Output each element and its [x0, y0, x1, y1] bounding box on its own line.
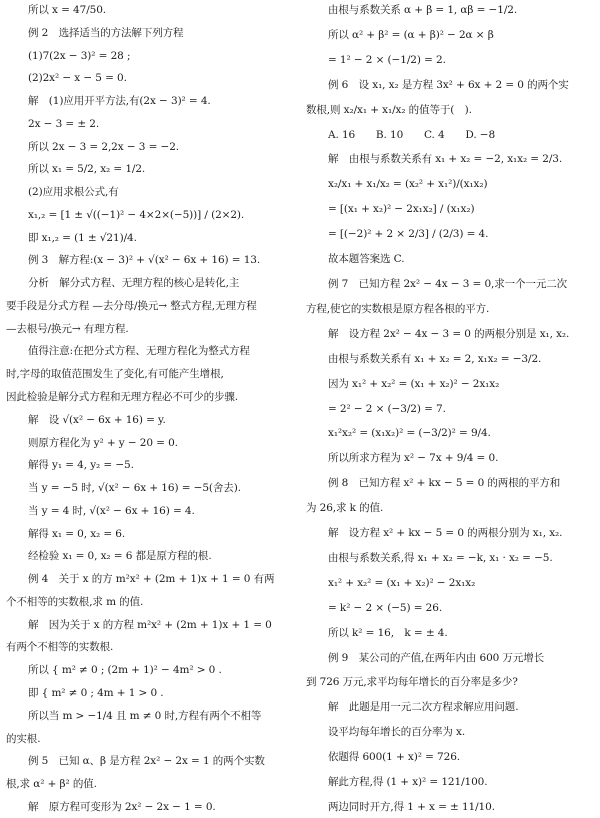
right-line-33: 两边同时开方,得 1 + x = ± 11/10. — [328, 801, 495, 813]
right-line-13: 方程,使它的实数根是原方程各根的平方. — [306, 302, 490, 315]
right-line-16: 因为 x₁² + x₂² = (x₁ + x₂)² − 2x₁x₂ — [328, 377, 500, 390]
right-line-24: x₁² + x₂² = (x₁ + x₂)² − 2x₁x₂ — [328, 576, 476, 589]
left-line-8: 所以 x₁ = 5/2, x₂ = 1/2. — [28, 163, 146, 176]
right-line-18: x₁²x₂² = (x₁x₂)² = (−3/2)² = 9/4. — [328, 427, 491, 440]
right-line-28: 到 726 万元,求平均每年增长的百分率是多少? — [306, 676, 518, 689]
right-line-30: 设平均每年增长的百分率为 x. — [328, 726, 466, 739]
right-line-23: 由根与系数关系,得 x₁ + x₂ = −k, x₁ · x₂ = −5. — [328, 551, 553, 564]
right-line-2: 所以 α² + β² = (α + β)² − 2α × β — [328, 28, 494, 41]
left-line-2: 例 2 选择适当的方法解下列方程 — [28, 26, 184, 39]
left-line-16: 值得注意:在把分式方程、无理方程化为整式方程 — [28, 345, 250, 358]
left-line-20: 则原方程化为 y² + y − 20 = 0. — [28, 436, 178, 449]
right-line-26: 所以 k² = 16, k = ± 4. — [328, 626, 448, 639]
left-line-14: 要手段是分式方程 —去分母/换元→ 整式方程,无理方程 — [6, 299, 257, 312]
left-line-31: 即 { m² ≠ 0 ; 4m + 1 > 0 . — [28, 686, 164, 699]
left-line-4: (2)2x² − x − 5 = 0. — [28, 72, 127, 85]
left-line-23: 当 y = 4 时, √(x² − 6x + 16) = 4. — [28, 504, 195, 517]
right-line-15: 由根与系数关系有 x₁ + x₂ = 2, x₁x₂ = −3/2. — [328, 352, 542, 365]
left-line-30: 所以 { m² ≠ 0 ; (2m + 1)² − 4m² > 0 . — [28, 664, 222, 677]
left-line-33: 的实根. — [6, 732, 41, 745]
left-line-34: 例 5 已知 α、β 是方程 2x² − 2x = 1 的两个实数 — [28, 755, 265, 768]
left-line-32: 所以当 m > −1/4 且 m ≠ 0 时,方程有两个不相等 — [28, 709, 262, 722]
right-line-1: 由根与系数关系 α + β = 1, αβ = −1/2. — [328, 4, 518, 16]
right-line-4: 例 6 设 x₁, x₂ 是方程 3x² + 6x + 2 = 0 的两个实 — [328, 78, 569, 91]
left-line-10: x₁,₂ = [1 ± √((−1)² − 4×2×(−5))] / (2×2). — [28, 208, 245, 221]
left-line-21: 解得 y₁ = 4, y₂ = −5. — [28, 459, 134, 472]
left-line-28: 解 因为关于 x 的方程 m²x² + (2m + 1)x + 1 = 0 — [28, 618, 272, 631]
left-line-35: 根,求 α² + β² 的值. — [6, 778, 97, 791]
right-line-5: 数根,则 x₂/x₁ + x₁/x₂ 的值等于( ). — [306, 103, 472, 116]
right-line-17: = 2² − 2 × (−3/2) = 7. — [328, 402, 446, 415]
right-line-29: 解 此题是用一元二次方程求解应用问题. — [328, 701, 519, 714]
left-line-24: 解得 x₁ = 0, x₂ = 6. — [28, 527, 126, 540]
right-line-22: 解 设方程 x² + kx − 5 = 0 的两根分别为 x₁, x₂. — [328, 527, 563, 540]
left-line-1: 所以 x = 47/50. — [28, 4, 107, 16]
right-line-3: = 1² − 2 × (−1/2) = 2. — [328, 53, 446, 66]
right-line-7: 解 由根与系数关系有 x₁ + x₂ = −2, x₁x₂ = 2/3. — [328, 153, 563, 166]
left-line-17: 时,字母的取值范围发生了变化,有可能产生增根, — [6, 368, 224, 381]
left-line-9: (2)应用求根公式,有 — [28, 186, 119, 199]
left-line-36: 解 原方程可变形为 2x² − 2x − 1 = 0. — [28, 800, 216, 813]
right-line-12: 例 7 已知方程 2x² − 4x − 3 = 0,求一个一元二次 — [328, 277, 568, 290]
right-line-6: A. 16 B. 10 C. 4 D. −8 — [328, 128, 496, 141]
left-line-6: 2x − 3 = ± 2. — [28, 117, 100, 130]
right-line-32: 解此方程,得 (1 + x)² = 121/100. — [328, 776, 488, 789]
right-line-25: = k² − 2 × (−5) = 26. — [328, 601, 443, 614]
right-line-11: 故本题答案选 C. — [328, 253, 405, 266]
left-line-5: 解 (1)应用开平方法,有(2x − 3)² = 4. — [28, 95, 211, 108]
left-line-25: 经检验 x₁ = 0, x₂ = 6 都是原方程的根. — [28, 550, 212, 563]
right-line-14: 解 设方程 2x² − 4x − 3 = 0 的两根分别是 x₁, x₂. — [328, 327, 570, 340]
left-line-3: (1)7(2x − 3)² = 28 ; — [28, 49, 131, 62]
left-line-11: 即 x₁,₂ = (1 ± √21)/4. — [28, 231, 137, 244]
right-column — [306, 4, 598, 814]
left-column — [6, 4, 298, 814]
left-line-18: 因此检验是解分式方程和无理方程必不可少的步骤. — [6, 391, 239, 404]
right-line-8: x₂/x₁ + x₁/x₂ = (x₂² + x₁²)/(x₁x₂) — [328, 178, 488, 191]
right-line-31: 依题得 600(1 + x)² = 726. — [328, 751, 461, 764]
left-line-29: 有两个不相等的实数根. — [6, 641, 114, 654]
left-line-7: 所以 2x − 3 = 2,2x − 3 = −2. — [28, 140, 180, 153]
right-line-20: 例 8 已知方程 x² + kx − 5 = 0 的两根的平方和 — [328, 477, 561, 490]
left-line-19: 解 设 √(x² − 6x + 16) = y. — [28, 413, 166, 426]
right-line-21: 为 26,求 k 的值. — [306, 502, 384, 515]
right-line-10: = [(−2)² + 2 × 2/3] / (2/3) = 4. — [328, 228, 489, 241]
left-line-12: 例 3 解方程:(x − 3)² + √(x² − 6x + 16) = 13. — [28, 254, 261, 267]
right-line-27: 例 9 某公司的产值,在两年内由 600 万元增长 — [328, 651, 545, 664]
right-line-19: 所以所求方程为 x² − 7x + 9/4 = 0. — [328, 452, 499, 465]
left-line-22: 当 y = −5 时, √(x² − 6x + 16) = −5(舍去). — [28, 482, 241, 495]
left-line-15: —去根号/换元→ 有理方程. — [6, 322, 129, 335]
right-line-9: = [(x₁ + x₂)² − 2x₁x₂] / (x₁x₂) — [328, 203, 475, 216]
left-line-13: 分析 解分式方程、无理方程的核心是转化,主 — [28, 277, 240, 290]
left-line-26: 例 4 关于 x 的方 m²x² + (2m + 1)x + 1 = 0 有两 — [28, 573, 275, 586]
left-line-27: 个不相等的实数根,求 m 的值. — [6, 595, 144, 608]
